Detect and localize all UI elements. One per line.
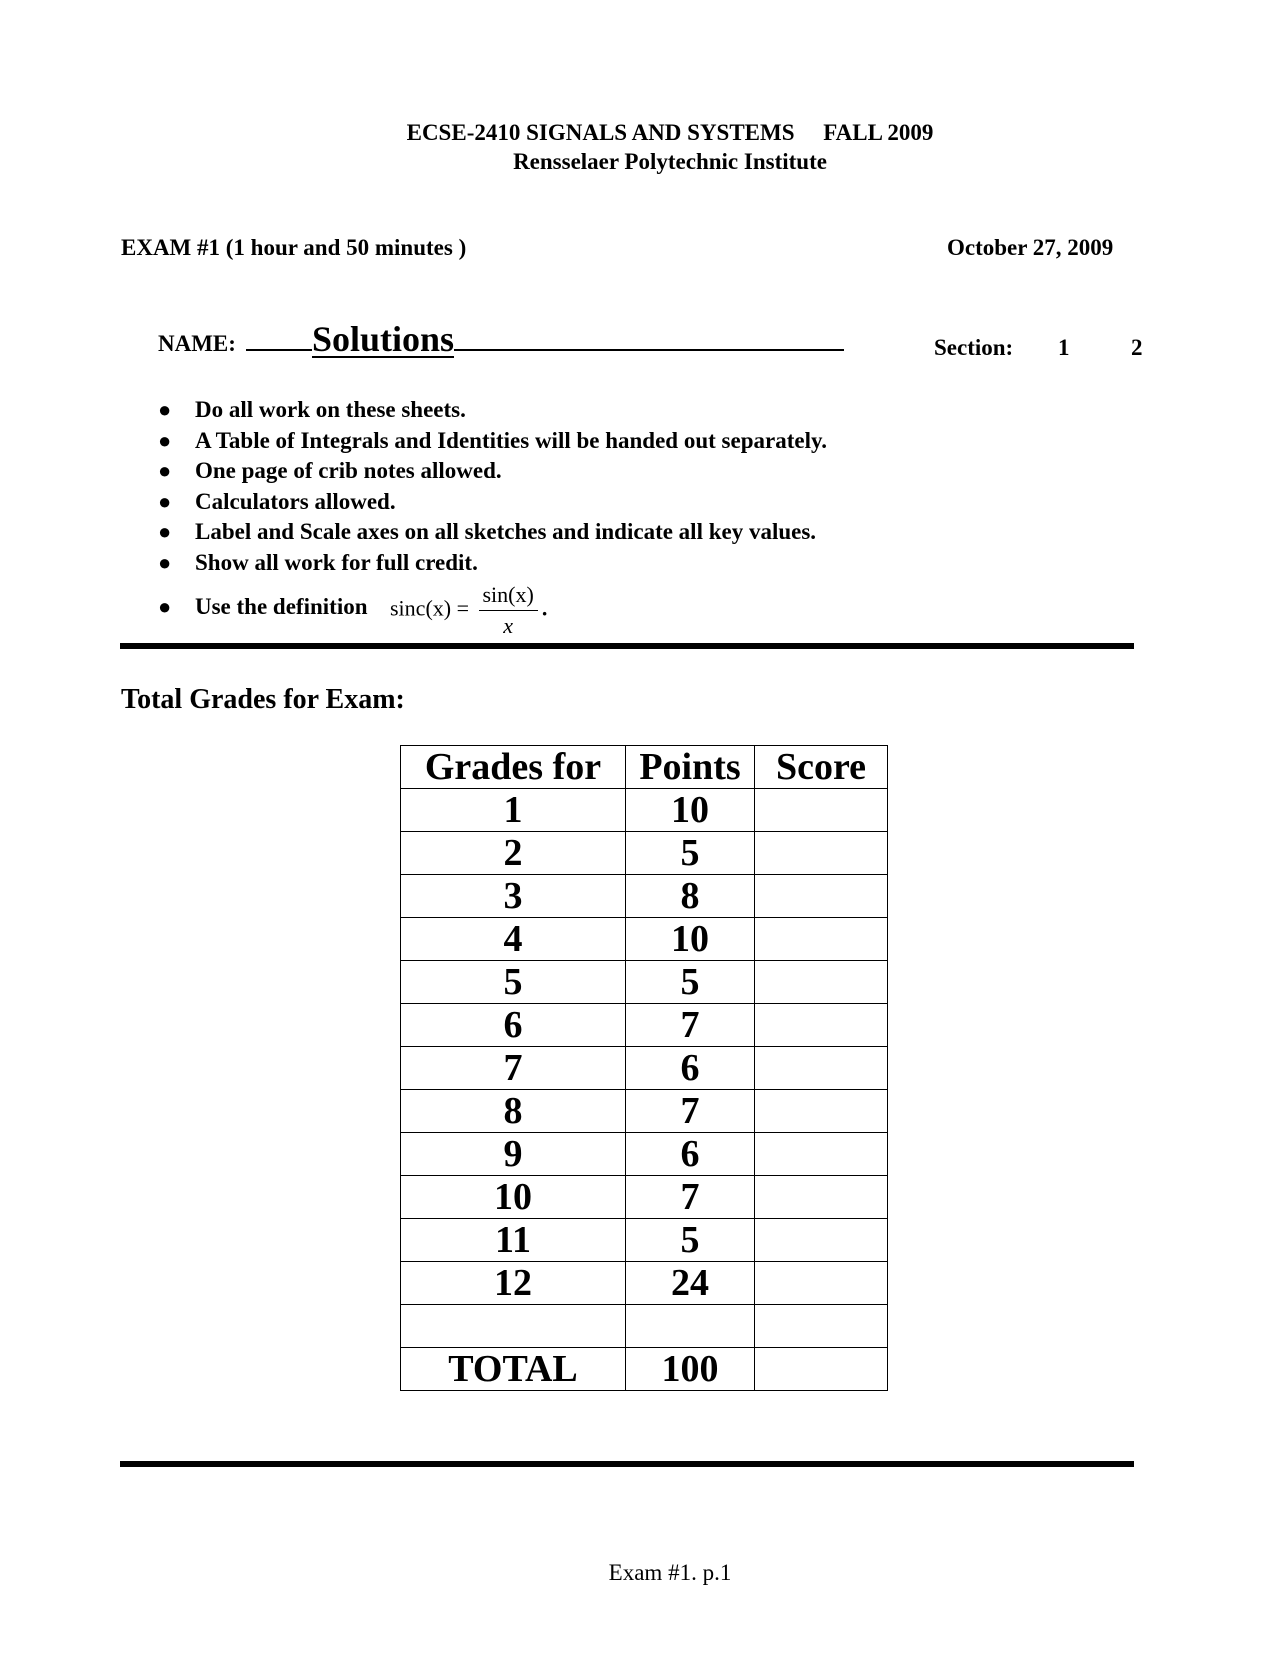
points-cell: 10 — [626, 789, 755, 832]
points-cell — [626, 1305, 755, 1348]
points-cell: 7 — [626, 1004, 755, 1047]
name-label: NAME: — [158, 331, 236, 356]
points-cell: 5 — [626, 1219, 755, 1262]
grades-table — [400, 745, 888, 1391]
instruction-item: A Table of Integrals and Identities will be handed out separately. — [195, 428, 827, 453]
bullet-icon: ● — [158, 489, 172, 514]
table-row — [401, 1176, 888, 1219]
score-cell[interactable] — [755, 1047, 888, 1090]
points-cell: 5 — [626, 832, 755, 875]
table-row — [401, 1348, 888, 1391]
sinc-numerator: sin(x) — [479, 580, 538, 611]
table-row — [401, 1133, 888, 1176]
problem-cell: 7 — [401, 1047, 626, 1090]
institution-name: Rensselaer Polytechnic Institute — [513, 149, 827, 174]
score-cell[interactable] — [755, 832, 888, 875]
points-cell: 10 — [626, 918, 755, 961]
page-footer: Exam #1. p.1 — [608, 1560, 732, 1585]
section-label: Section: — [934, 335, 1014, 360]
score-cell[interactable] — [755, 1004, 888, 1047]
instruction-item: Show all work for full credit. — [195, 550, 478, 575]
table-row — [401, 961, 888, 1004]
problem-cell: 9 — [401, 1133, 626, 1176]
problem-cell: 2 — [401, 832, 626, 875]
problem-cell: 1 — [401, 789, 626, 832]
bullet-icon: ● — [158, 397, 172, 422]
problem-cell: 3 — [401, 875, 626, 918]
sinc-definition — [390, 580, 547, 641]
divider — [120, 643, 1134, 649]
table-row — [401, 1305, 888, 1348]
problem-cell: 4 — [401, 918, 626, 961]
score-cell[interactable] — [755, 875, 888, 918]
instruction-item: Do all work on these sheets. — [195, 397, 466, 422]
table-row — [401, 1004, 888, 1047]
score-cell[interactable] — [755, 1090, 888, 1133]
grades-heading: Total Grades for Exam: — [121, 684, 405, 715]
name-field — [158, 319, 844, 362]
score-cell[interactable] — [755, 1262, 888, 1305]
points-cell: 8 — [626, 875, 755, 918]
bullet-icon: ● — [158, 428, 172, 453]
score-cell[interactable] — [755, 789, 888, 832]
table-row — [401, 832, 888, 875]
bullet-icon: ● — [158, 594, 172, 619]
bullet-icon: ● — [158, 519, 172, 544]
instruction-item: Use the definition — [195, 594, 368, 619]
problem-cell: 10 — [401, 1176, 626, 1219]
table-header-row — [401, 746, 888, 789]
name-blank-right — [454, 327, 844, 351]
score-cell[interactable] — [755, 1176, 888, 1219]
instruction-item: Calculators allowed. — [195, 489, 396, 514]
problem-cell: 12 — [401, 1262, 626, 1305]
section-option-1: 1 — [1058, 335, 1070, 360]
points-cell: 5 — [626, 961, 755, 1004]
sinc-period: . — [541, 595, 548, 621]
points-cell: 7 — [626, 1176, 755, 1219]
points-cell: 100 — [626, 1348, 755, 1391]
points-cell: 6 — [626, 1047, 755, 1090]
table-row — [401, 1219, 888, 1262]
course-title: ECSE-2410 SIGNALS AND SYSTEMS FALL 2009 — [406, 120, 934, 145]
exam-title: EXAM #1 (1 hour and 50 minutes ) — [121, 235, 467, 260]
instruction-item: One page of crib notes allowed. — [195, 458, 502, 483]
problem-cell: 11 — [401, 1219, 626, 1262]
sinc-fraction — [479, 580, 538, 641]
table-row — [401, 875, 888, 918]
name-blank-left — [246, 327, 312, 351]
score-cell[interactable] — [755, 1133, 888, 1176]
bullet-icon: ● — [158, 550, 172, 575]
column-header: Points — [626, 746, 755, 789]
table-row — [401, 789, 888, 832]
score-cell[interactable] — [755, 1305, 888, 1348]
score-cell[interactable] — [755, 961, 888, 1004]
score-cell[interactable] — [755, 918, 888, 961]
column-header: Grades for — [401, 746, 626, 789]
sinc-lhs: sinc(x) = — [390, 595, 469, 621]
points-cell: 7 — [626, 1090, 755, 1133]
problem-cell: 5 — [401, 961, 626, 1004]
table-row — [401, 918, 888, 961]
points-cell: 24 — [626, 1262, 755, 1305]
points-cell: 6 — [626, 1133, 755, 1176]
instruction-item: Label and Scale axes on all sketches and indicate all key values. — [195, 519, 817, 544]
name-value: Solutions — [311, 319, 455, 359]
table-row — [401, 1262, 888, 1305]
table-row — [401, 1047, 888, 1090]
problem-cell: TOTAL — [401, 1348, 626, 1391]
problem-cell — [401, 1305, 626, 1348]
section-option-2: 2 — [1131, 335, 1143, 360]
divider — [120, 1461, 1134, 1467]
sinc-denominator: x — [503, 613, 514, 638]
exam-date: October 27, 2009 — [947, 235, 1114, 260]
problem-cell: 6 — [401, 1004, 626, 1047]
table-row — [401, 1090, 888, 1133]
problem-cell: 8 — [401, 1090, 626, 1133]
score-cell[interactable] — [755, 1348, 888, 1391]
column-header: Score — [755, 746, 888, 789]
bullet-icon: ● — [158, 458, 172, 483]
score-cell[interactable] — [755, 1219, 888, 1262]
